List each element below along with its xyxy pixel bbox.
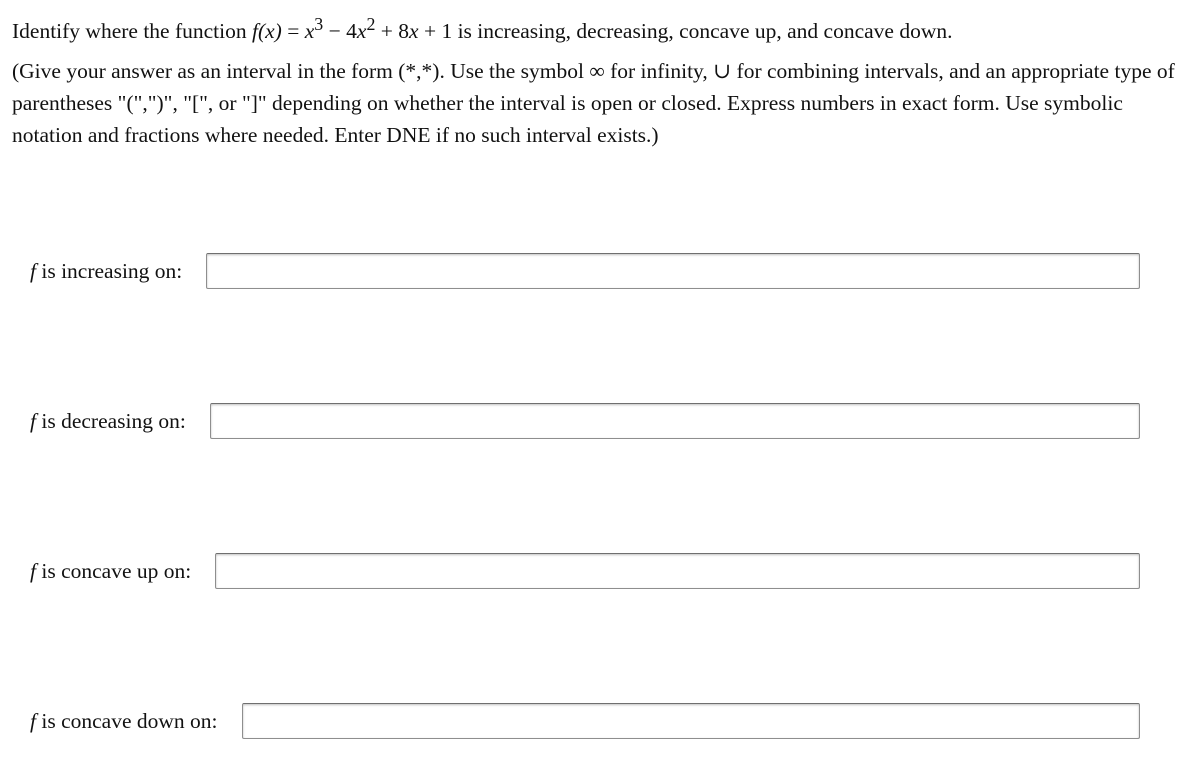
answer-row-decreasing	[30, 401, 1140, 441]
answer-row-concave-down	[30, 701, 1140, 741]
answer-var-concave-up: f	[30, 558, 36, 583]
answer-label-text-concave-down: is concave down on:	[35, 708, 218, 733]
answer-label-text-increasing: is increasing on:	[35, 258, 183, 283]
term-x-squared: x	[356, 19, 367, 44]
answer-var-increasing: f	[30, 258, 36, 283]
answer-var-decreasing: f	[30, 408, 36, 433]
instructions-text: (Give your answer as an interval in the form (*,*). Use the symbol ∞ for infinity, ∪ for combining intervals, and an appropriate type of parentheses "(",")", "[", or "]" depending on whether the interval is open or closed. Express numbers in exact form. Use symbolic notation and fractions where needed. Enter DNE if no such interval exists.)	[12, 59, 1175, 147]
answer-row-concave-up	[30, 551, 1140, 591]
function-name: f	[252, 19, 258, 44]
concave-up-interval-input[interactable]	[215, 553, 1140, 589]
term-x-cubed: x	[304, 19, 315, 44]
question-prefix: Identify where the function	[12, 19, 252, 44]
term-x: x	[409, 19, 419, 44]
answer-row-increasing	[30, 251, 1140, 291]
answer-label-increasing	[30, 259, 182, 284]
exponent-3: 3	[314, 14, 324, 34]
minus-term: − 4	[323, 19, 357, 44]
plus-term: + 8	[375, 19, 410, 44]
function-arg: (x)	[257, 19, 282, 44]
exponent-2: 2	[366, 14, 376, 34]
answer-var-concave-down: f	[30, 708, 36, 733]
equals-sign: =	[281, 19, 305, 44]
concave-down-interval-input[interactable]	[242, 703, 1141, 739]
answer-label-text-concave-up: is concave up on:	[35, 558, 192, 583]
question-tail: + 1 is increasing, decreasing, concave up, and concave down.	[418, 19, 953, 44]
answer-label-concave-up	[30, 559, 191, 584]
question-text	[12, 8, 1192, 47]
answer-label-decreasing	[30, 409, 186, 434]
answer-label-concave-down	[30, 709, 218, 734]
decreasing-interval-input[interactable]	[210, 403, 1140, 439]
increasing-interval-input[interactable]	[206, 253, 1140, 289]
answer-label-text-decreasing: is decreasing on:	[35, 408, 186, 433]
